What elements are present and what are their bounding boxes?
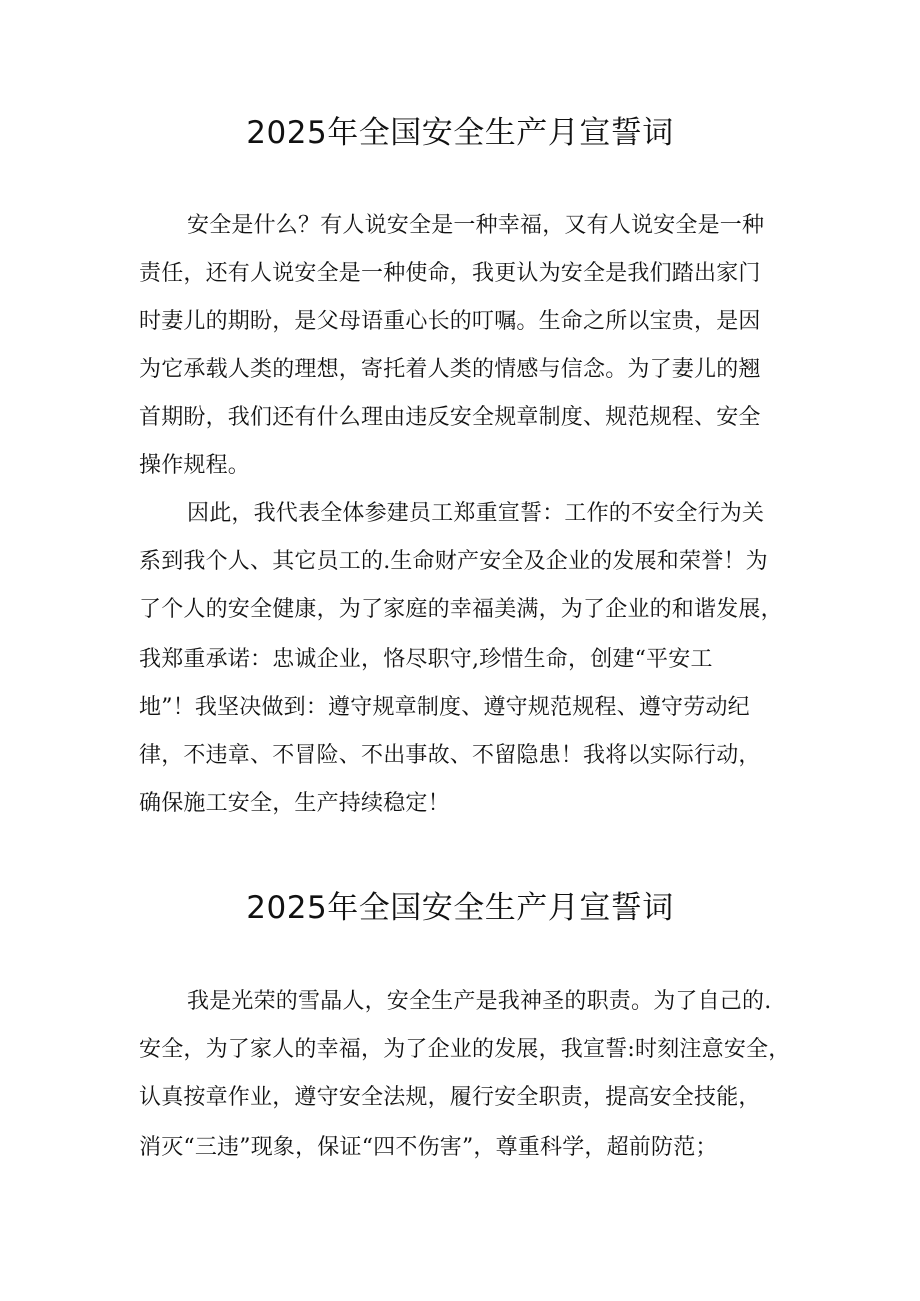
text-line: 认真按章作业，遵守安全法规，履行安全职责，提高安全技能， <box>139 1085 761 1110</box>
text-line: 操作规程。 <box>139 453 251 478</box>
text-line: 首期盼，我们还有什么理由违反安全规章制度、规范规程、安全 <box>139 405 761 430</box>
text-line: 我是光荣的雪晶人，安全生产是我神圣的职责。为了自己的. <box>187 989 772 1014</box>
text-line: 我郑重承诺：忠诚企业，恪尽职守,珍惜生命，创建“平安工 <box>139 647 713 672</box>
section-2-title: 2025年全国安全生产月宣誓词 <box>246 890 674 926</box>
text-line: 地”！我坚决做到：遵守规章制度、遵守规范规程、遵守劳动纪 <box>139 695 750 720</box>
text-line: 确保施工安全，生产持续稳定！ <box>139 791 450 816</box>
section-1-title: 2025年全国安全生产月宣誓词 <box>246 115 674 151</box>
text-line: 安全，为了家人的幸福，为了企业的发展，我宣誓:时刻注意安全， <box>139 1037 791 1062</box>
text-line: 为它承载人类的理想，寄托着人类的情感与信念。为了妻儿的翘 <box>139 357 761 382</box>
text-line: 责任，还有人说安全是一种使命，我更认为安全是我们踏出家门 <box>139 261 761 286</box>
text-line: 消灭“三违”现象，保证“四不伤害”，尊重科学，超前防范； <box>139 1135 718 1160</box>
text-line: 安全是什么？有人说安全是一种幸福，又有人说安全是一种 <box>187 213 765 238</box>
text-line: 因此，我代表全体参建员工郑重宣誓：工作的不安全行为关 <box>187 501 765 526</box>
text-line: 了个人的安全健康，为了家庭的幸福美满，为了企业的和谐发展， <box>139 597 783 622</box>
text-line: 系到我个人、其它员工的.生命财产安全及企业的发展和荣誉！为 <box>139 549 768 574</box>
text-line: 律，不违章、不冒险、不出事故、不留隐患！我将以实际行动， <box>139 743 761 768</box>
text-line: 时妻儿的期盼，是父母语重心长的叮嘱。生命之所以宝贵，是因 <box>139 309 761 334</box>
